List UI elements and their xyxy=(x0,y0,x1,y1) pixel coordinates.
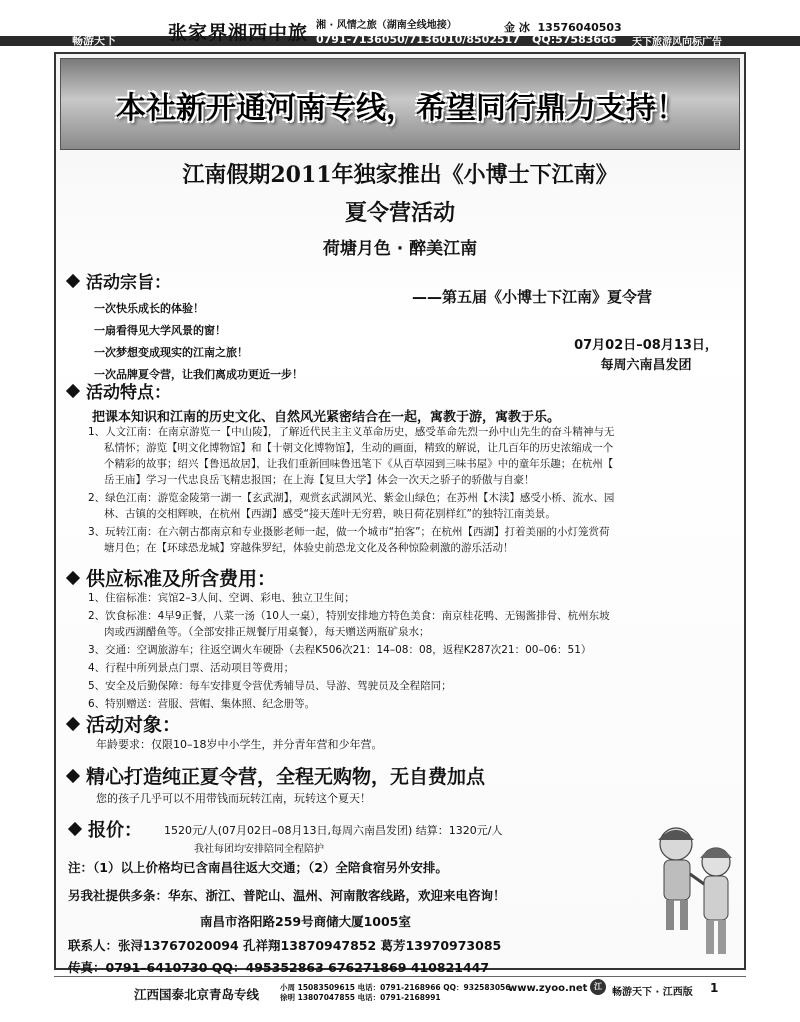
header-tagline: 湘 · 风情之旅（湖南全线地接） xyxy=(316,20,457,31)
paragraph-line: 岳王庙】学习一代忠良岳飞精忠报国；在上海【复旦大学】体会一次天之骄子的骄傲与自豪！ xyxy=(104,474,535,486)
price-note: 我社每团均安排陪同全程陪护 xyxy=(194,844,324,855)
main-title: 江南假期2011年独家推出《小博士下江南》 xyxy=(182,162,618,188)
promo-banner xyxy=(60,58,740,150)
audience-heading xyxy=(68,710,181,737)
header-brand: 张家界湘西中旅 xyxy=(168,22,309,44)
header-right-slogan: 天下旅游风向标广告 xyxy=(632,37,722,48)
audience-text: 年龄要求：仅限10–18岁中小学生，并分青年营和少年营。 xyxy=(96,738,383,751)
page-footer xyxy=(54,976,746,1006)
feature-paragraph-3 xyxy=(88,524,712,556)
price-heading-text: 报价： xyxy=(88,820,142,841)
aim-item: 一次梦想变成现实的江南之旅！ xyxy=(94,346,248,359)
price-value: 1520元/人(07月02日–08月13日,每周六南昌发团) 结算：1320元/人 xyxy=(164,824,503,837)
header-mobile: 13576040503 xyxy=(537,21,622,34)
price-heading xyxy=(70,816,142,842)
diamond-bullet-icon xyxy=(66,716,80,730)
standard-item: 3、交通：空调旅游车；往返空调火车硬卧（去程K506次21：14–08：08，返程K287次21：00–06：51） xyxy=(88,644,592,656)
standard-item: 4、行程中所列景点门票、活动项目等费用； xyxy=(88,662,295,674)
feature-paragraph-1 xyxy=(88,424,712,488)
header-contact-name: 金 冰 xyxy=(504,21,530,34)
features-heading xyxy=(68,378,171,403)
camp-name: ——第五届《小博士下江南》夏令营 xyxy=(412,288,653,306)
diamond-bullet-icon xyxy=(66,383,80,397)
paragraph-line: 3、玩转江南：在六朝古都南京和专业摄影老师一起，做一个城市“拍客”；在杭州【西湖】打着美丽的小灯笼赏荷 xyxy=(88,526,610,538)
paragraph-line: 个精彩的故事；绍兴【鲁迅故居】，让我们重新回味鲁迅笔下《从百草园到三味书屋》中的童年乐趣；在杭州【 xyxy=(104,458,614,470)
standard-item: 5、安全及后勤保障：每车安排夏令营优秀辅导员、导游、驾驶员及全程陪同； xyxy=(88,680,452,692)
aim-item: 一次品牌夏令营，让我们离成功更近一步！ xyxy=(94,368,303,381)
aims-heading-text: 活动宗旨： xyxy=(86,273,171,293)
subtitle: 荷塘月色 · 醉美江南 xyxy=(322,239,478,259)
standard-item: 2、饮食标准：4早9正餐，八菜一汤（10人一桌），特别安排地方特色美食：南京桂花鸭、无锡酱排骨、杭州东坡 xyxy=(88,610,610,622)
kids-illustration-icon xyxy=(646,814,742,964)
banner-text: 本社新开通河南专线，希望同行鼎力支持！ xyxy=(116,91,686,126)
features-heading-text: 活动特点： xyxy=(86,383,171,403)
fax-qq: 传真：0791–6410730 QQ：495352863 676271869 410821447 xyxy=(68,960,490,975)
features-lead: 把课本知识和江南的历史文化、自然风光紧密结合在一起，寓教于游，寓教于乐。 xyxy=(92,410,561,425)
header-qq: QQ:57583666 xyxy=(532,33,617,46)
page-number: 1 xyxy=(710,981,719,995)
paragraph-line: 私情怀；游览【明文化博物馆】和【十朝文化博物馆】，生动的画面，精致的解说，让几百年的历史浓缩成一个 xyxy=(104,442,614,454)
date-range: 07月02日–08月13日， xyxy=(574,338,718,353)
diamond-bullet-icon xyxy=(68,822,82,836)
footer-contact-2: 徐明 13807047855 电话：0791-2168991 xyxy=(280,993,441,1002)
footer-contact-1: 小周 15083509615 电话：0791-2168966 QQ：932583056 xyxy=(280,983,511,992)
header-left-slogan: 畅游天下 xyxy=(72,34,116,47)
pure-tour-heading-text: 精心打造纯正夏令营，全程无购物，无自费加点 xyxy=(86,766,486,788)
standard-item: 1、住宿标准：宾馆2–3人间、空调、彩电、独立卫生间； xyxy=(88,592,355,604)
paragraph-line: 1、人文江南：在南京游览一【中山陵】，了解近代民主主义革命历史，感受革命先烈一孙中山先生的奋斗精神与无 xyxy=(88,426,615,438)
header-phones: 0791-7136050/7136010/8502517 xyxy=(316,33,520,46)
footer-line-name: 江西国泰北京青岛专线 xyxy=(134,987,260,1002)
departure-info: 每周六南昌发团 xyxy=(600,358,692,373)
audience-heading-text: 活动对象： xyxy=(86,714,182,736)
standards-heading xyxy=(68,564,276,591)
standard-item: 肉或西湖醋鱼等。（全部安排正规餐厅用桌餐），每天赠送两瓶矿泉水； xyxy=(104,626,430,638)
main-title-line2: 夏令营活动 xyxy=(344,200,455,226)
other-routes-note: 另我社提供多条：华东、浙江、普陀山、温州、河南散客线路，欢迎来电咨询！ xyxy=(68,888,506,903)
paragraph-line: 塘月色；在【环球恐龙城】穿越侏罗纪，体验史前恐龙文化及各种惊险刺激的游乐活动！ xyxy=(104,542,514,554)
paragraph-line: 林、古镇的交相辉映，在杭州【西湖】感受“接天莲叶无穷碧，映日荷花别样红”的独特江南美景。 xyxy=(104,508,556,520)
pure-tour-heading xyxy=(68,762,485,789)
office-address: 南昌市洛阳路259号商储大厦1005室 xyxy=(200,914,411,929)
diamond-bullet-icon xyxy=(66,570,80,584)
aim-item: 一扇看得见大学风景的窗！ xyxy=(94,324,226,337)
diamond-bullet-icon xyxy=(66,768,80,782)
feature-paragraph-2 xyxy=(88,490,712,522)
price-inclusion-note: 注：（1）以上价格均已含南昌往返大交通；（2）全陪食宿另外安排。 xyxy=(68,860,448,875)
standards-heading-text: 供应标准及所含费用： xyxy=(86,568,277,590)
standard-item: 6、特别赠送：营服、营帽、集体照、纪念册等。 xyxy=(88,698,316,710)
aims-heading xyxy=(68,268,171,293)
footer-url[interactable]: www.zyoo.net xyxy=(508,983,588,994)
aim-item: 一次快乐成长的体验！ xyxy=(94,302,204,315)
diamond-bullet-icon xyxy=(66,273,80,287)
pure-tour-text: 您的孩子几乎可以不用带钱而玩转江南，玩转这个夏天！ xyxy=(96,792,371,805)
contact-persons: 联系人：张浔13767020094 孔祥翔13870947852 葛芳13970973085 xyxy=(68,938,502,953)
paragraph-line: 2、绿色江南：游览金陵第一湖一【玄武湖】，观赏玄武湖风光、紫金山绿色；在苏州【木渎】感受小桥、流水、园 xyxy=(88,492,615,504)
footer-brand: 畅游天下 · 江西版 xyxy=(612,987,693,998)
advertisement-frame xyxy=(54,52,746,975)
footer-logo-icon: 江 xyxy=(590,979,606,995)
